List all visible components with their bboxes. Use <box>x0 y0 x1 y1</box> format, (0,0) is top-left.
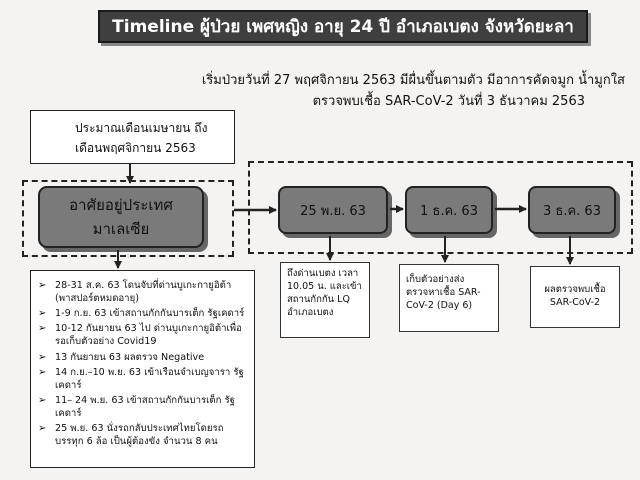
note-1-line-4: อำเภอเบตง <box>287 307 334 318</box>
event-item <box>35 322 250 348</box>
timeline-note-3 <box>530 266 620 328</box>
arrow-bullet-icon: ➢ <box>38 323 47 335</box>
arrow-bullet-icon: ➢ <box>38 423 47 435</box>
period-box <box>30 110 235 164</box>
event-text: 1-9 ก.ย. 63 เข้าสถานกักกันบารเต็ก รัฐเคดาร์ <box>55 308 245 320</box>
timeline-date-box-2 <box>405 186 493 234</box>
event-text: 14 ก.ย.–10 พ.ย. 63 เข้าเรือนจำเบญจารา รัฐเคดาร์ <box>55 366 244 391</box>
period-line-1: ประมาณเดือนเมษายน ถึง <box>75 121 208 135</box>
note-3-line-1: ผลตรวจพบเชื้อ <box>544 284 606 295</box>
note-1-line-1: ถึงด่านเบตง เวลา <box>287 268 359 279</box>
event-item <box>35 422 250 448</box>
arrow-bullet-icon: ➢ <box>38 280 47 291</box>
note-1-line-3: สถานกักกัน LQ <box>287 294 350 305</box>
onset-description: เริ่มป่วยวันที่ 27 พฤศจิกายน 2563 มีผื่นขึ้นตามตัว มีอาการคัดจมูก น้ำมูกใส <box>201 73 625 88</box>
period-line-2: เดือนพฤศจิกายน 2563 <box>75 141 196 155</box>
timeline-date-box-1 <box>278 186 388 234</box>
timeline-date-3: 3 ธ.ค. 63 <box>543 203 601 219</box>
event-item <box>35 307 250 320</box>
note-2-line-2: ตรวจหาเชื้อ SAR- <box>406 287 481 298</box>
events-list <box>35 279 250 448</box>
detection-description: ตรวจพบเชื้อ SAR-CoV-2 วันที่ 3 ธันวาคม 2563 <box>312 94 585 109</box>
arrow-bullet-icon: ➢ <box>38 308 47 320</box>
event-item <box>35 279 250 305</box>
arrow-bullet-icon: ➢ <box>38 394 47 406</box>
event-text: 25 พ.ย. 63 นั่งรถกลับประเทศไทยโดยรถบรรทุก 6 ล้อ เป็นผู้ต้องขัง จำนวน 8 คน <box>55 423 224 448</box>
event-item <box>35 394 250 420</box>
event-text: 28-31 ส.ค. 63 โดนจับที่ด่านบูเกะกายูอิต้า (พาสปอร์ตหมดอายุ) <box>55 280 232 304</box>
page-title: Timeline ผู้ป่วย เพศหญิง อายุ 24 ปี อำเภอเบตง จังหวัดยะลา <box>98 10 588 43</box>
timeline-note-2 <box>399 264 499 332</box>
note-3-line-2: SAR-CoV-2 <box>549 297 601 308</box>
residence-line-1: อาศัยอยู่ประเทศ <box>69 196 173 214</box>
event-text: 11– 24 พ.ย. 63 เข้าสถานกักกันบารเต็ก รัฐเคดาร์ <box>55 394 235 419</box>
note-1-line-2: 10.05 น. และเข้า <box>287 281 362 292</box>
residence-box <box>38 186 204 248</box>
arrow-bullet-icon: ➢ <box>38 366 47 378</box>
note-2-line-1: เก็บตัวอย่างส่ง <box>406 274 465 285</box>
event-text: 10-12 กันยายน 63 ไป ด่านบูเกะกายูอิต้าเพื่อรอเก็บตัวอย่าง Covid19 <box>55 323 242 348</box>
residence-line-2: มาเลเซีย <box>92 220 150 238</box>
arrow-bullet-icon: ➢ <box>38 351 47 363</box>
timeline-date-2: 1 ธ.ค. 63 <box>420 203 478 219</box>
timeline-date-box-3 <box>528 186 616 234</box>
note-2-line-3: CoV-2 (Day 6) <box>406 300 473 311</box>
timeline-note-1 <box>280 262 370 338</box>
timeline-date-1: 25 พ.ย. 63 <box>300 203 366 219</box>
events-box <box>30 270 255 468</box>
event-item <box>35 366 250 392</box>
event-text: 13 กันยายน 63 ผลตรวจ Negative <box>55 351 205 363</box>
event-item <box>35 351 250 364</box>
